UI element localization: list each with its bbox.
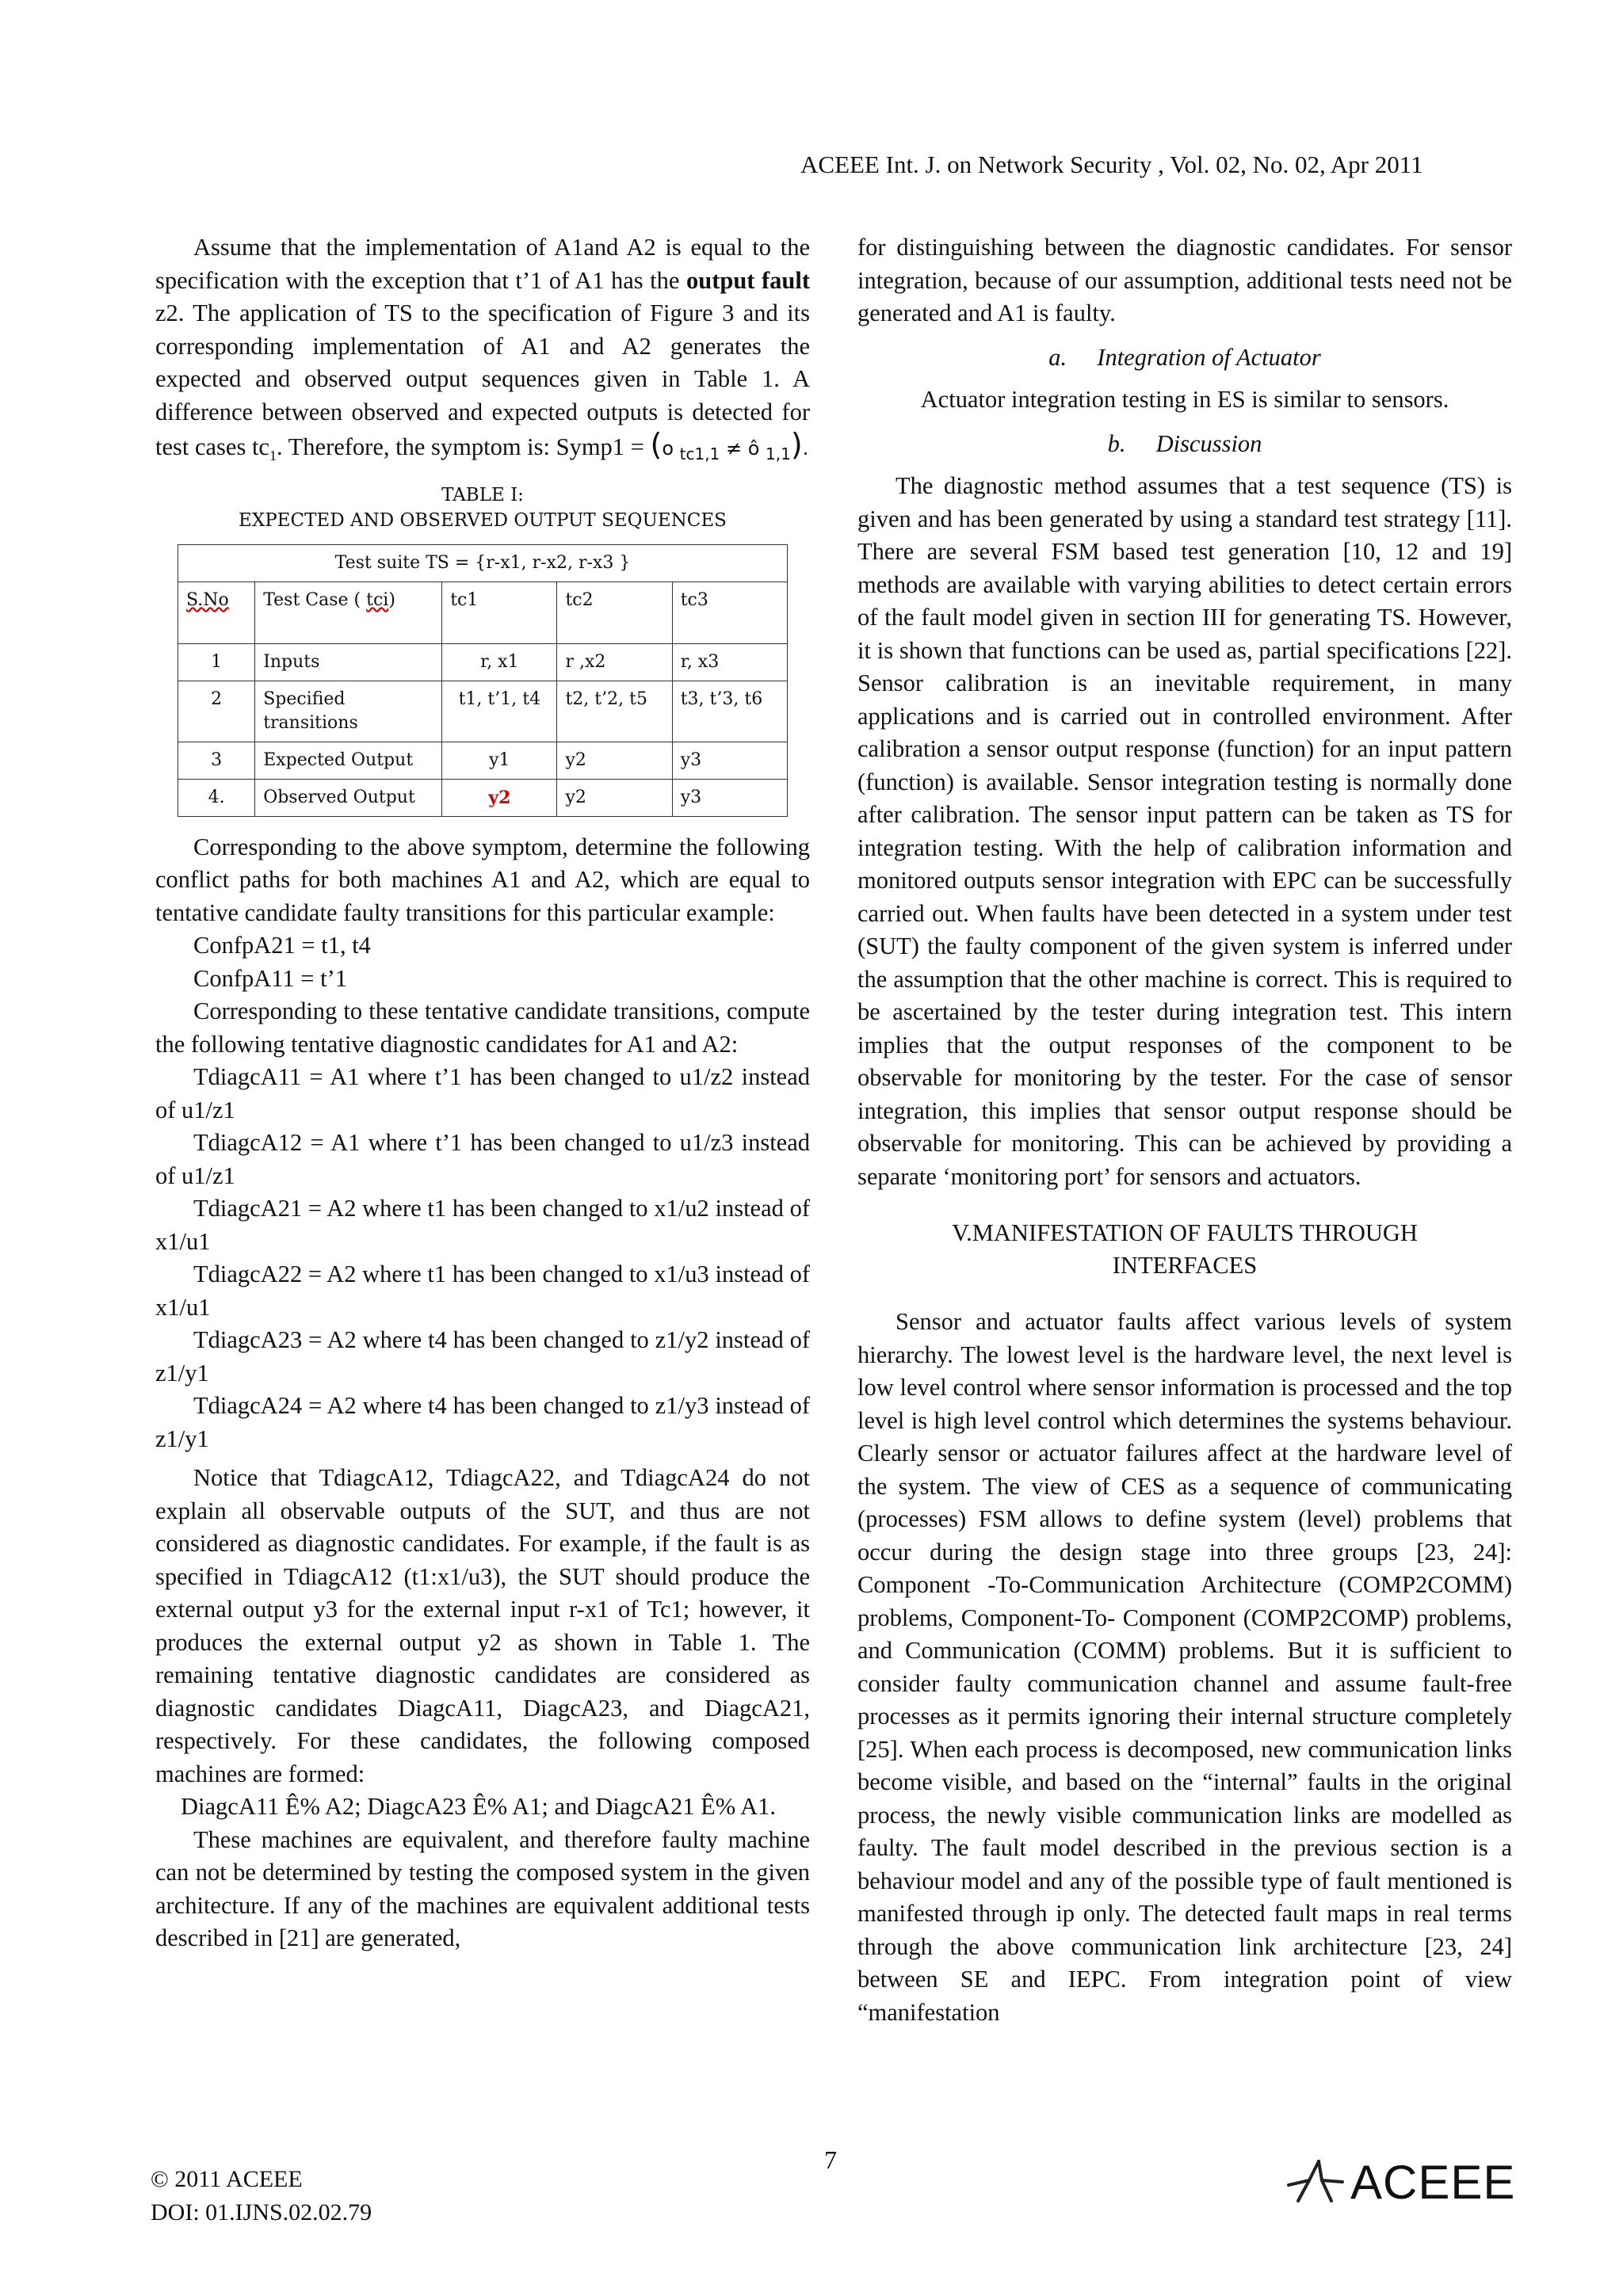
table-row: 1 Inputs r, x1 r ,x2 r, x3 [178, 643, 788, 681]
section-heading: V.MANIFESTATION OF FAULTS THROUGH INTERFACES [952, 1219, 1418, 1279]
table-row: 3 Expected Output y1 y2 y3 [178, 742, 788, 779]
bold-term: output fault [685, 266, 810, 294]
journal-header: ACEEE Int. J. on Network Security , Vol. 02, No. 02, Apr 2011 [800, 151, 1423, 178]
tdiag-item: TdiagcA12 = A1 where t’1 has been changed to u1/z3 instead of u1/z1 [155, 1129, 810, 1189]
doi: DOI: 01.IJNS.02.02.79 [151, 2199, 372, 2225]
page-number: 7 [824, 2145, 837, 2174]
symptom-formula: (o $_{tc1,1}$ ≠ ô $_{1,1}$). [650, 427, 809, 463]
output-sequence-table [178, 544, 788, 817]
paragraph-equivalent: These machines are equivalent, and therefore faulty machine can not be determined by testing the composed system in the given architecture. If any of the machines are equivalent additional tests described in [21] are generated, [155, 1825, 810, 1952]
footer-info [151, 2163, 372, 2229]
paragraph-notice: Notice that TdiagcA12, TdiagcA22, and TdiagcA24 do not explain all observable outputs of the SUT, and thus are not considered as diagnostic candidates. For example, if the fault is as specified in TdiagcA12 (t1:x1/u3), the SUT should produce the external output y3 for the external input r-x1 of Tc1; however, it produces the external output y2 as shown in Table 1. The remaining tentative diagnostic candidates are considered as diagnostic candidates DiagcA11, DiagcA23, and DiagcA21, respectively. For these candidates, the following composed machines are formed: [155, 1464, 810, 1787]
table-header-tc1: tc1 [442, 582, 557, 643]
observed-mismatch-cell: y2 [442, 779, 557, 816]
conf-path-2: ConfpA11 = t’1 [193, 964, 347, 992]
paragraph-assumption: Assume that the implementation of A1and A2 is equal to the specification with the exception that t’1 of A1 has the output fault z2. The application of TS to the specification of Figure 3 and its corresponding implementation of A1 and A2 generates the expected and observed output sequences given in Table 1. A difference between observed and expected outputs is detected for test cases $tc_1$. Therefore, the symptom is: Symp1 = (o $_{tc1,1}$ ≠ ô $_{1,1}$). [155, 234, 810, 464]
paragraph-continued: for distinguishing between the diagnostic candidates. For sensor integration, because of our assumption, additional tests need not be generated and A1 is faulty. [857, 234, 1512, 326]
right-column [857, 231, 1512, 2029]
tdiag-item: TdiagcA22 = A2 where t1 has been changed to x1/u3 instead of x1/u1 [155, 1261, 810, 1321]
conf-path-1: ConfpA21 = t1, t4 [193, 932, 371, 959]
tdiag-item: TdiagcA24 = A2 where t4 has been changed to z1/y3 instead of z1/y1 [155, 1392, 810, 1452]
paragraph-discussion: The diagnostic method assumes that a test sequence (TS) is given and has been generated by using a standard test strategy [11]. There are several FSM based test generation [10, 12 and 19] methods are available with varying abilities to detect certain errors of the fault model given in section III for generating TS. However, it is shown that functions can be used as, partial specifications [22]. Sensor calibration is an inevitable requirement, in many applications and is carried out in controlled environment. After calibration a sensor output response (function) for an input pattern (function) is available. Sensor integration testing is normally done after calibration. The sensor input pattern can be taken as TS for integration testing. With the help of calibration information and monitored outputs sensor integration with EPC can be successfully carried out. When faults have been detected in a system under test (SUT) the faulty component of the given system is inferred under the assumption that the other machine is correct. This is required to be ascertained by the tester during integration test. This intern implies that the output responses of the component to be observable for monitoring by the tester. For the case of sensor integration, this implies that sensor output response should be observable for monitoring. This can be achieved by providing a separate ‘monitoring port’ for sensors and actuators. [857, 472, 1512, 1190]
left-column [155, 231, 810, 1955]
tdiag-item: TdiagcA11 = A1 where t’1 has been changed to u1/z2 instead of u1/z1 [155, 1063, 810, 1123]
subsection-heading-a: a. Integration of Actuator [1048, 343, 1321, 371]
paragraph-tentative: Corresponding to these tentative candidate transitions, compute the following tentative diagnostic candidates for A1 and A2: [155, 997, 810, 1058]
paragraph-composed: DiagcA11 Ê% A2; DiagcA23 Ê% A1; and DiagcA21 Ê% A1. [181, 1793, 777, 1821]
tdiag-item: TdiagcA21 = A2 where t1 has been changed to x1/u2 instead of x1/u1 [155, 1195, 810, 1255]
table-header-testcase: Test Case ( tci) [255, 582, 442, 643]
table-row: 2 Specified transitions t1, t’1, t4 t2, t’2, t5 t3, t’3, t6 [178, 681, 788, 742]
copyright: © 2011 ACEEE [151, 2166, 303, 2192]
table-header-tc3: tc3 [672, 582, 787, 643]
aceee-logo: ACEEE [1282, 2153, 1520, 2209]
table-row: 4. Observed Output y2 y2 y3 [178, 779, 788, 816]
tdiag-item: TdiagcA23 = A2 where t4 has been changed to z1/y2 instead of z1/y1 [155, 1326, 810, 1386]
star-person-icon [1282, 2153, 1349, 2209]
paragraph-actuator: Actuator integration testing in ES is similar to sensors. [920, 386, 1449, 413]
paragraph-manifestation: Sensor and actuator faults affect various levels of system hierarchy. The lowest level is the hardware level, the next level is low level control where sensor information is processed and the top level is high level control which determines the systems behaviour. Clearly sensor or actuator failures affect at the hardware level of the system. The view of CES as a sequence of communicating (processes) FSM allows to define system (level) problems that occur during the design stage into three groups [23, 24]: Component -To-Communication Architecture (COMP2COMM) problems, Component-To- Component (COMP2COMP) problems, and Communication (COMM) problems. But it is sufficient to consider faulty communication channel and assume fault-free processes as it permits ignoring their internal structure completely [25]. When each process is decomposed, new communication links become visible, and based on the “internal” faults in the original process, the newly visible communication links are modelled as faulty. The fault model described in the previous section is a behaviour model and any of the possible type of fault mentioned is manifested through ip only. The detected fault maps in real terms through the above communication link architecture [23, 24] between SE and IEPC. From integration point of view “manifestation [857, 1308, 1512, 2026]
table-header-tc2: tc2 [557, 582, 672, 643]
table-caption: TABLE I: EXPECTED AND OBSERVED OUTPUT SEQUENCES [239, 484, 727, 531]
table-suite-cell: Test suite TS = {r-x1, r-x2, r-x3 } [178, 544, 788, 582]
subsection-heading-b: b. Discussion [1107, 429, 1262, 457]
table-header-sno: S.No [178, 582, 255, 643]
paragraph-conflict-paths: Corresponding to the above symptom, determine the following conflict paths for both machines A1 and A2, which are equal to tentative candidate faulty transitions for this particular example: [155, 833, 810, 926]
